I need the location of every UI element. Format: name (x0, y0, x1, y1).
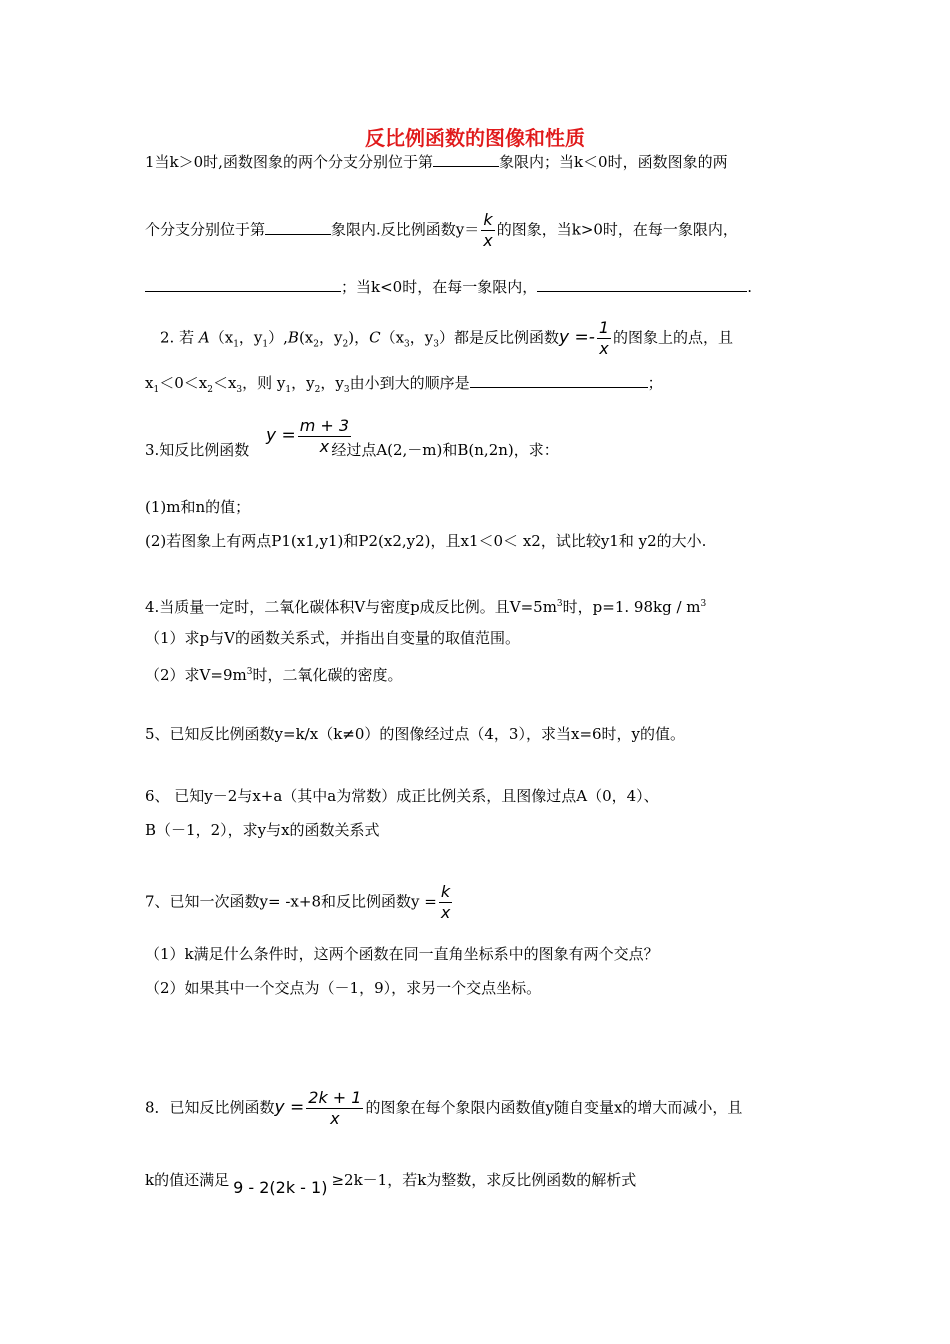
answer-blank[interactable] (537, 277, 747, 292)
q1-line3: ；当k<0时，在每一象限内， . (145, 277, 752, 297)
answer-blank[interactable] (265, 220, 331, 235)
fraction-k-over-x: $\frac{k}{x}$ (440, 882, 451, 922)
q3-line1: 3.知反比例函数 经过点A(2,－m)和B(n,2n)，求： (145, 441, 559, 459)
q4-line1: 4.当质量一定时，二氧化碳体积V与密度p成反比例。且$V=5m^3$时，p=1. $98kg / m^3$ (145, 598, 707, 616)
q4-part2: （2）求$V=9m^3$时，二氧化碳的密度。 (145, 666, 403, 684)
q8-line1: 8．已知反比例函数y = $\frac{2k + 1}{x}$ 的图象在每个象限内函数值y随自变量x的增大而减小，且 (145, 1088, 743, 1128)
q7-line1: 7、已知一次函数y= -x+8和反比例函数y = $\frac{k}{x}$ (145, 882, 451, 922)
q6-line1: 6、 已知y－2与x+a（其中a为常数）成正比例关系，且图像过点A（0，4）、 (145, 787, 659, 805)
q3-part2: (2)若图象上有两点P1(x1,y1)和P2(x2,y2)，且x1＜0＜ x2，试比较y1和 y2的大小. (145, 532, 707, 550)
answer-blank[interactable] (433, 152, 499, 167)
inequality-expression: 9 - 2(2k - 1) (233, 1178, 328, 1197)
q5-line: 5、已知反比例函数y=k/x（k≠0）的图像经过点（4，3），求当x=6时，y的值。 (145, 725, 686, 743)
q7-part2: （2）如果其中一个交点为（－1，9），求另一个交点坐标。 (145, 979, 542, 997)
fraction-k-over-x: $\frac{k}{x}$ (483, 210, 493, 250)
fraction-m-plus-3-over-x: $\frac{m + 3}{x}$ (299, 416, 350, 456)
answer-blank[interactable] (145, 277, 341, 292)
q2-line2: $x_1<0<x_2<x_3$，则 $y_1$，$y_2$，$y_3$由小到大的顺序是 ； (145, 374, 663, 395)
q6-line2: B（－1，2），求y与x的函数关系式 (145, 821, 380, 839)
q2-line1: 2. 若 $A(x_1$，$y_1),B(x_2$，$y_2$)，$C(x_3$，$y_3$）都是反比例函数y =- $\frac{1}{x}$ 的图象上的点，且 (160, 318, 734, 358)
q3-part1: (1)m和n的值； (145, 498, 251, 516)
page-title: 反比例函数的图像和性质 (365, 126, 585, 150)
answer-blank[interactable] (470, 373, 648, 388)
q8-line2: k的值还满足 9 - 2(2k - 1) ≥2k－1，若k为整数，求反比例函数的解析式 (145, 1171, 637, 1197)
q1-line2: 个分支分别位于第 象限内.反比例函数y＝ $\frac{k}{x}$ 的图象，当k>0时，在每一象限内， (145, 210, 738, 250)
q4-part1: （1）求p与V的函数关系式，并指出自变量的取值范围。 (145, 629, 520, 647)
fraction-2k-plus-1-over-x: $\frac{2k + 1}{x}$ (308, 1088, 362, 1128)
fraction-1-over-x: $\frac{1}{x}$ (598, 318, 610, 358)
q1-line1: 1当k＞0时,函数图象的两个分支分别位于第 象限内；当k＜0时，函数图象的两 (145, 153, 728, 171)
q7-part1: （1）k满足什么条件时，这两个函数在同一直角坐标系中的图象有两个交点？ (145, 945, 659, 963)
q3-formula: y = $\frac{m + 3}{x}$ (266, 416, 350, 456)
